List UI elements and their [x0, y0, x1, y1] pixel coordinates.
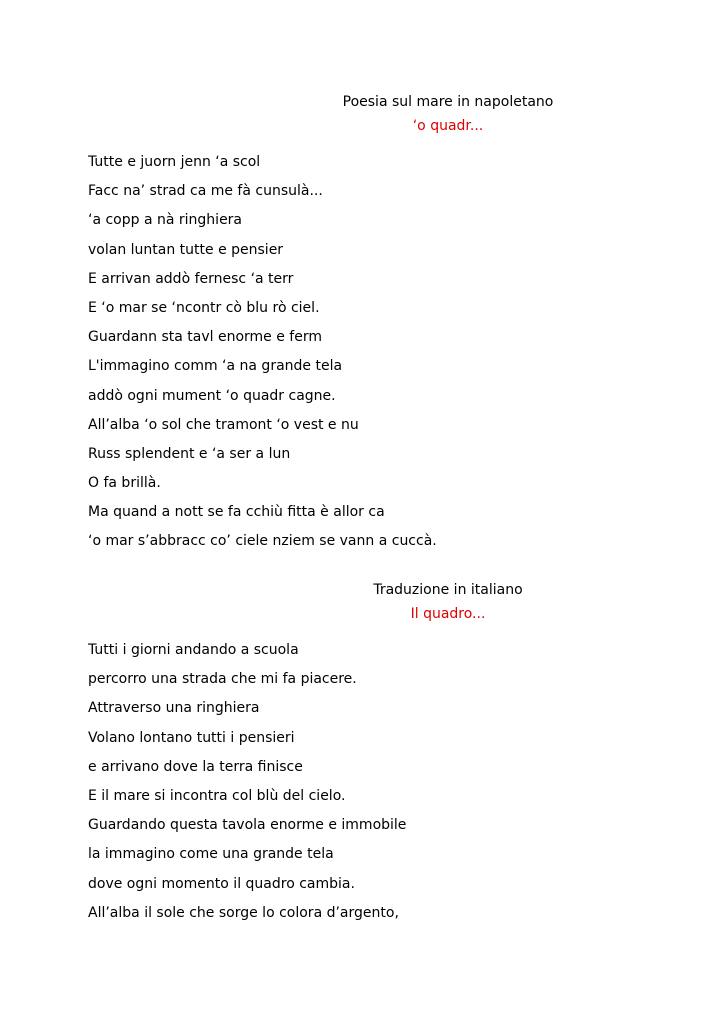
poem-line: ‘a copp a nà ringhiera: [88, 212, 243, 229]
napoletano-section: [88, 90, 648, 557]
poem-line: O fa brillà.: [88, 475, 161, 492]
poem-line: Guardando questa tavola enorme e immobile: [88, 817, 407, 834]
poem-line: Facc na’ strad ca me fà cunsulà...: [88, 183, 323, 200]
poem-line: Ma quand a nott se fa cchiù fitta è allor ca: [88, 504, 385, 521]
poem-line: Attraverso una ringhiera: [88, 700, 260, 717]
poem-line: percorro una strada che mi fa piacere.: [88, 671, 357, 688]
poem-line: E arrivan addò fernesc ‘a terr: [88, 270, 294, 287]
italiano-poem-title: Il quadro...: [410, 606, 486, 622]
poem-line: ‘o mar s’abbracc co’ ciele nziem se vann a cuccà.: [88, 533, 437, 550]
poem-line: Russ splendent e ‘a ser a lun: [88, 445, 291, 462]
italiano-poem: [88, 636, 648, 928]
poem-line: e arrivano dove la terra finisce: [88, 758, 303, 775]
napoletano-poem: [88, 148, 648, 557]
poem-line: L'immagino comm ‘a na grande tela: [88, 358, 343, 375]
poem-line: dove ogni momento il quadro cambia.: [88, 875, 355, 892]
poem-line: Tutti i giorni andando a scuola: [88, 642, 299, 658]
poem-line: E il mare si incontra col blù del cielo.: [88, 787, 346, 804]
poem-line: addò ogni mument ‘o quadr cagne.: [88, 387, 336, 404]
poem-line: Tutte e juorn jenn ‘a scol: [88, 154, 261, 170]
poem-line: All’alba ‘o sol che tramont ‘o vest e nu: [88, 416, 359, 433]
poem-line: la immagino come una grande tela: [88, 846, 334, 863]
poem-line: Guardann sta tavl enorme e ferm: [88, 329, 322, 346]
poem-line: All’alba il sole che sorge lo colora d’argento,: [88, 904, 399, 921]
italiano-section: [88, 578, 648, 928]
poem-line: Volano lontano tutti i pensieri: [88, 729, 295, 746]
napoletano-heading: Poesia sul mare in napoletano: [342, 94, 554, 110]
napoletano-poem-title: ‘o quadr...: [412, 118, 484, 134]
italiano-heading: Traduzione in italiano: [373, 582, 523, 598]
poem-line: volan luntan tutte e pensier: [88, 241, 284, 258]
poem-line: E ‘o mar se ‘ncontr cò blu rò ciel.: [88, 299, 320, 316]
